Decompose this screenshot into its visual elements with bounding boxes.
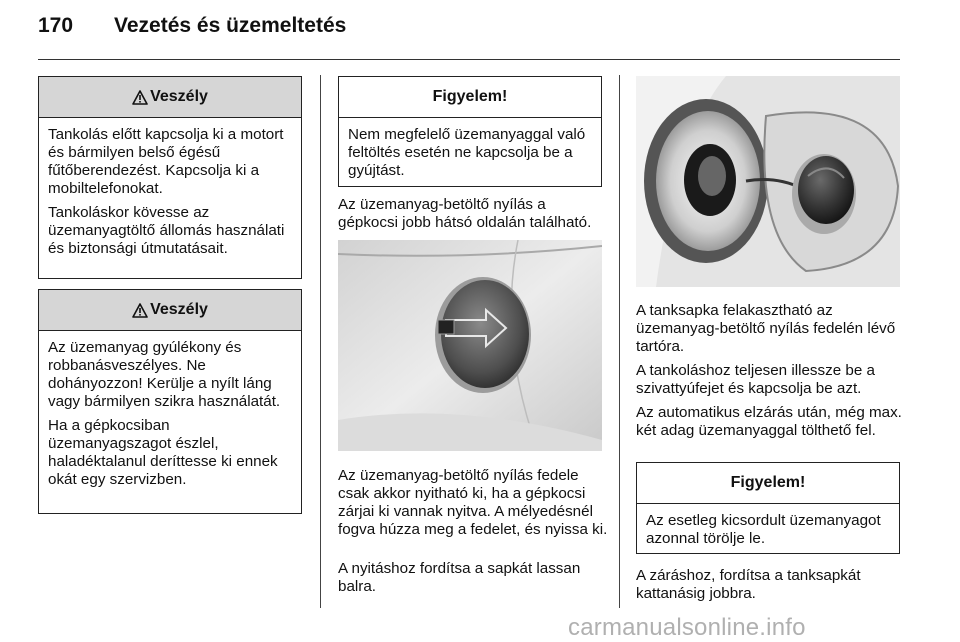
watermark: carmanualsonline.info	[568, 614, 806, 641]
pump-nozzle-text: A tankoláshoz teljesen illessze be a szivattyúfejet és kapcsolja be azt.	[636, 362, 875, 397]
warning-triangle-icon	[132, 303, 148, 318]
notice-box-title: Figyelem!	[730, 474, 806, 491]
column-divider-1	[320, 75, 321, 608]
danger-box-title: Veszély	[150, 88, 208, 105]
danger-text-2: Tankoláskor kövesse az üzemanyagtöltő állomás használati és biztonsági útmutatásait.	[48, 204, 285, 257]
fuel-door-open-text: Az üzemanyag-betöltő nyílás fedele csak akkor nyitható ki, ha a gépkocsi zárjai ki vannak nyitva. A mélyedésnél fogva húzza meg a fedelet, és nyissa ki.	[338, 467, 608, 538]
fuel-cap-hanging-image	[636, 76, 900, 287]
auto-shutoff-text: Az automatikus elzárás után, még max. két adag üzemanyaggal tölthető fel.	[636, 404, 902, 439]
column-divider-2	[619, 75, 620, 608]
danger-box-header	[39, 77, 301, 118]
danger-box-1	[38, 76, 302, 279]
warning-triangle-icon	[132, 90, 148, 105]
danger-text-2: Ha a gépkocsiban üzemanyagszagot észlel, haladéktalanul deríttesse ki ennek okát egy szervizben.	[48, 417, 278, 488]
cap-holder-text: A tanksapka felakasztható az üzemanyag-betöltő nyílás fedelén lévő tartóra.	[636, 302, 896, 355]
page-number: 170	[38, 14, 74, 37]
danger-text-1: Tankolás előtt kapcsolja ki a motort és bármilyen belső égésű fűtőberendezést. Kapcsolja ki a mobiltelefonokat.	[48, 126, 284, 197]
notice-text: Nem megfelelő üzemanyaggal való feltöltés esetén ne kapcsolja be a gyújtást.	[348, 126, 586, 179]
danger-box-title: Veszély	[150, 301, 208, 318]
page-header	[38, 14, 346, 38]
notice-box-header	[339, 77, 601, 118]
danger-text-1: Az üzemanyag gyúlékony és robbanásveszélyes. Ne dohányozzon! Kerülje a nyílt láng vagy bármilyen szikra használatát.	[48, 339, 281, 410]
header-divider	[38, 59, 900, 60]
notice-box-2	[636, 462, 900, 554]
notice-box-title: Figyelem!	[432, 88, 508, 105]
danger-box-2	[38, 289, 302, 514]
danger-box-header	[39, 290, 301, 331]
notice-box-1	[338, 76, 602, 187]
notice-box-header	[637, 463, 899, 504]
cap-close-text: A záráshoz, fordítsa a tanksapkát kattanásig jobbra.	[636, 567, 861, 602]
fuel-door-closed-image	[338, 240, 602, 451]
fuel-door-location-text: Az üzemanyag-betöltő nyílás a gépkocsi jobb hátsó oldalán található.	[338, 196, 592, 231]
cap-open-text: A nyitáshoz fordítsa a sapkát lassan balra.	[338, 560, 581, 595]
notice-text: Az esetleg kicsordult üzemanyagot azonnal törölje le.	[646, 512, 881, 547]
page-title: Vezetés és üzemeltetés	[114, 14, 347, 37]
